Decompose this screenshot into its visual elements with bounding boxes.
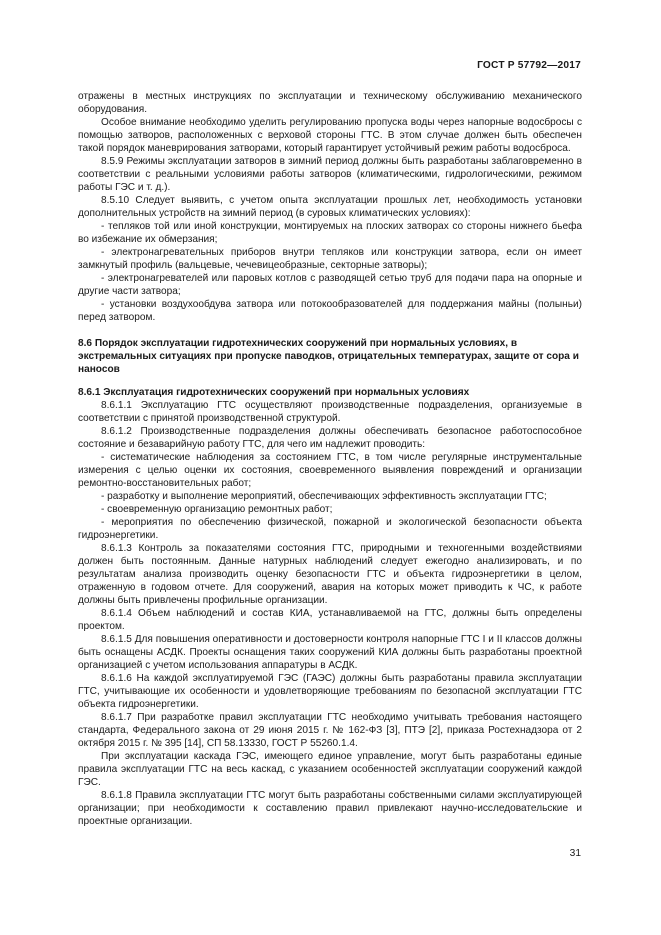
page-number: 31 <box>569 848 581 859</box>
list-item: - электронагревателей или паровых котлов с разводящей сетью труб для подачи пара на опорные и другие части затвора; <box>78 273 582 297</box>
clause-8-6-1-8: 8.6.1.8 Правила эксплуатации ГТС могут быть разработаны собственными силами эксплуатирующей организации; при необходимости к составлению правил привлекают научно-исследовательские и проектные организации. <box>78 790 582 827</box>
paragraph: отражены в местных инструкциях по эксплуатации и техническому обслуживанию механического оборудования. <box>78 91 582 115</box>
clause-8-5-10: 8.5.10 Следует выявить, с учетом опыта эксплуатации прошлых лет, необходимость установки дополнительных устройств на зимний период (в суровых климатических условиях): <box>78 195 582 219</box>
clause-8-6-1-4: 8.6.1.4 Объем наблюдений и состав КИА, устанавливаемой на ГТС, должны быть определены проектом. <box>78 608 582 632</box>
paragraph: При эксплуатации каскада ГЭС, имеющего единое управление, могут быть разработаны единые правила эксплуатации ГТС на весь каскад, с указанием особенностей эксплуатации сооружений каждой ГЭС. <box>78 751 582 788</box>
list-item: - систематические наблюдения за состоянием ГТС, в том числе регулярные инструментальные измерения с целью оценки их состояния, своевременного выявления повреждений и организации ремонтно-восстановительных работ; <box>78 452 582 489</box>
list-item: - установки воздухообдува затвора или потокообразователей для поддержания майны (полыньи) перед затвором. <box>78 299 582 323</box>
clause-8-6-1-7: 8.6.1.7 При разработке правил эксплуатации ГТС необходимо учитывать требования настоящего стандарта, Федерального закона от 29 июня 2015 г. № 162-ФЗ [3], ПТЭ [2], приказа Ростехнадзора от 2 октября 2015 г. № 395 [14], СП 58.13330, ГОСТ Р 55260.1.4. <box>78 712 582 749</box>
clause-8-6-1-3: 8.6.1.3 Контроль за показателями состояния ГТС, природными и техногенными воздействиями должен быть постоянным. Данные натурных наблюдений следует ежегодно анализировать, и по результатам анализа производить оценку безопасности ГТС и объекта гидроэнергетики в целом, отраженную в годовом отчете. Для сооружений, авария на которых может приводить к ЧС, к работе должны быть привлечены профильные организации. <box>78 543 582 606</box>
list-item: - разработку и выполнение мероприятий, обеспечивающих эффективность эксплуатации ГТС; <box>101 491 547 502</box>
list-item: - своевременную организацию ремонтных работ; <box>101 504 333 515</box>
list-item: - электронагревательных приборов внутри тепляков или конструкции затвора, если он имеет замкнутый профиль (вальцевые, чечевицеобразные, секторные затворы); <box>78 247 582 271</box>
paragraph: Особое внимание необходимо уделить регулированию пропуска воды через напорные водосбросы с помощью затворов, расположенных с верховой стороны ГТС. В этом случае должен быть обеспечен такой порядок маневрирования затворами, который гарантирует устойчивый режим работы водосброса. <box>78 117 582 154</box>
subsection-heading-8-6-1: 8.6.1 Эксплуатация гидротехнических сооружений при нормальных условиях <box>78 387 470 398</box>
clause-8-6-1-1: 8.6.1.1 Эксплуатацию ГТС осуществляют производственные подразделения, организуемые в соответствии с принятой производственной структурой. <box>78 400 582 424</box>
section-heading-8-6: 8.6 Порядок эксплуатации гидротехнических сооружений при нормальных условиях, в экстремальных ситуациях при пропуске паводков, отрицательных температурах, защите от сора и наносов <box>78 338 579 375</box>
document-header: ГОСТ Р 57792—2017 <box>477 60 581 71</box>
clause-8-5-9: 8.5.9 Режимы эксплуатации затворов в зимний период должны быть разработаны заблаговременно в соответствии с реальными условиями работы затворов (климатическими, гидрологическими, режимом работы ГЭС и т. д.). <box>78 156 582 193</box>
clause-8-6-1-5: 8.6.1.5 Для повышения оперативности и достоверности контроля напорные ГТС I и II классов должны быть оснащены АСДК. Проекты оснащения таких сооружений КИА должны быть разработаны проектной организацией с учетом использования аппаратуры в АСДК. <box>78 634 582 671</box>
list-item: - тепляков той или иной конструкции, монтируемых на плоских затворах со стороны нижнего бьефа во избежание их обмерзания; <box>78 221 582 245</box>
clause-8-6-1-2: 8.6.1.2 Производственные подразделения должны обеспечивать безопасное работоспособное состояние и безаварийную работу ГТС, для чего им надлежит проводить: <box>78 426 582 450</box>
list-item: - мероприятия по обеспечению физической, пожарной и экологической безопасности объекта гидроэнергетики. <box>78 517 582 541</box>
clause-8-6-1-6: 8.6.1.6 На каждой эксплуатируемой ГЭС (ГАЭС) должны быть разработаны правила эксплуатации ГТС, учитывающие их особенности и удовлетворяющие требованиям по безопасной эксплуатации ГТС объекта гидроэнергетики. <box>78 673 582 710</box>
document-body <box>78 90 582 828</box>
